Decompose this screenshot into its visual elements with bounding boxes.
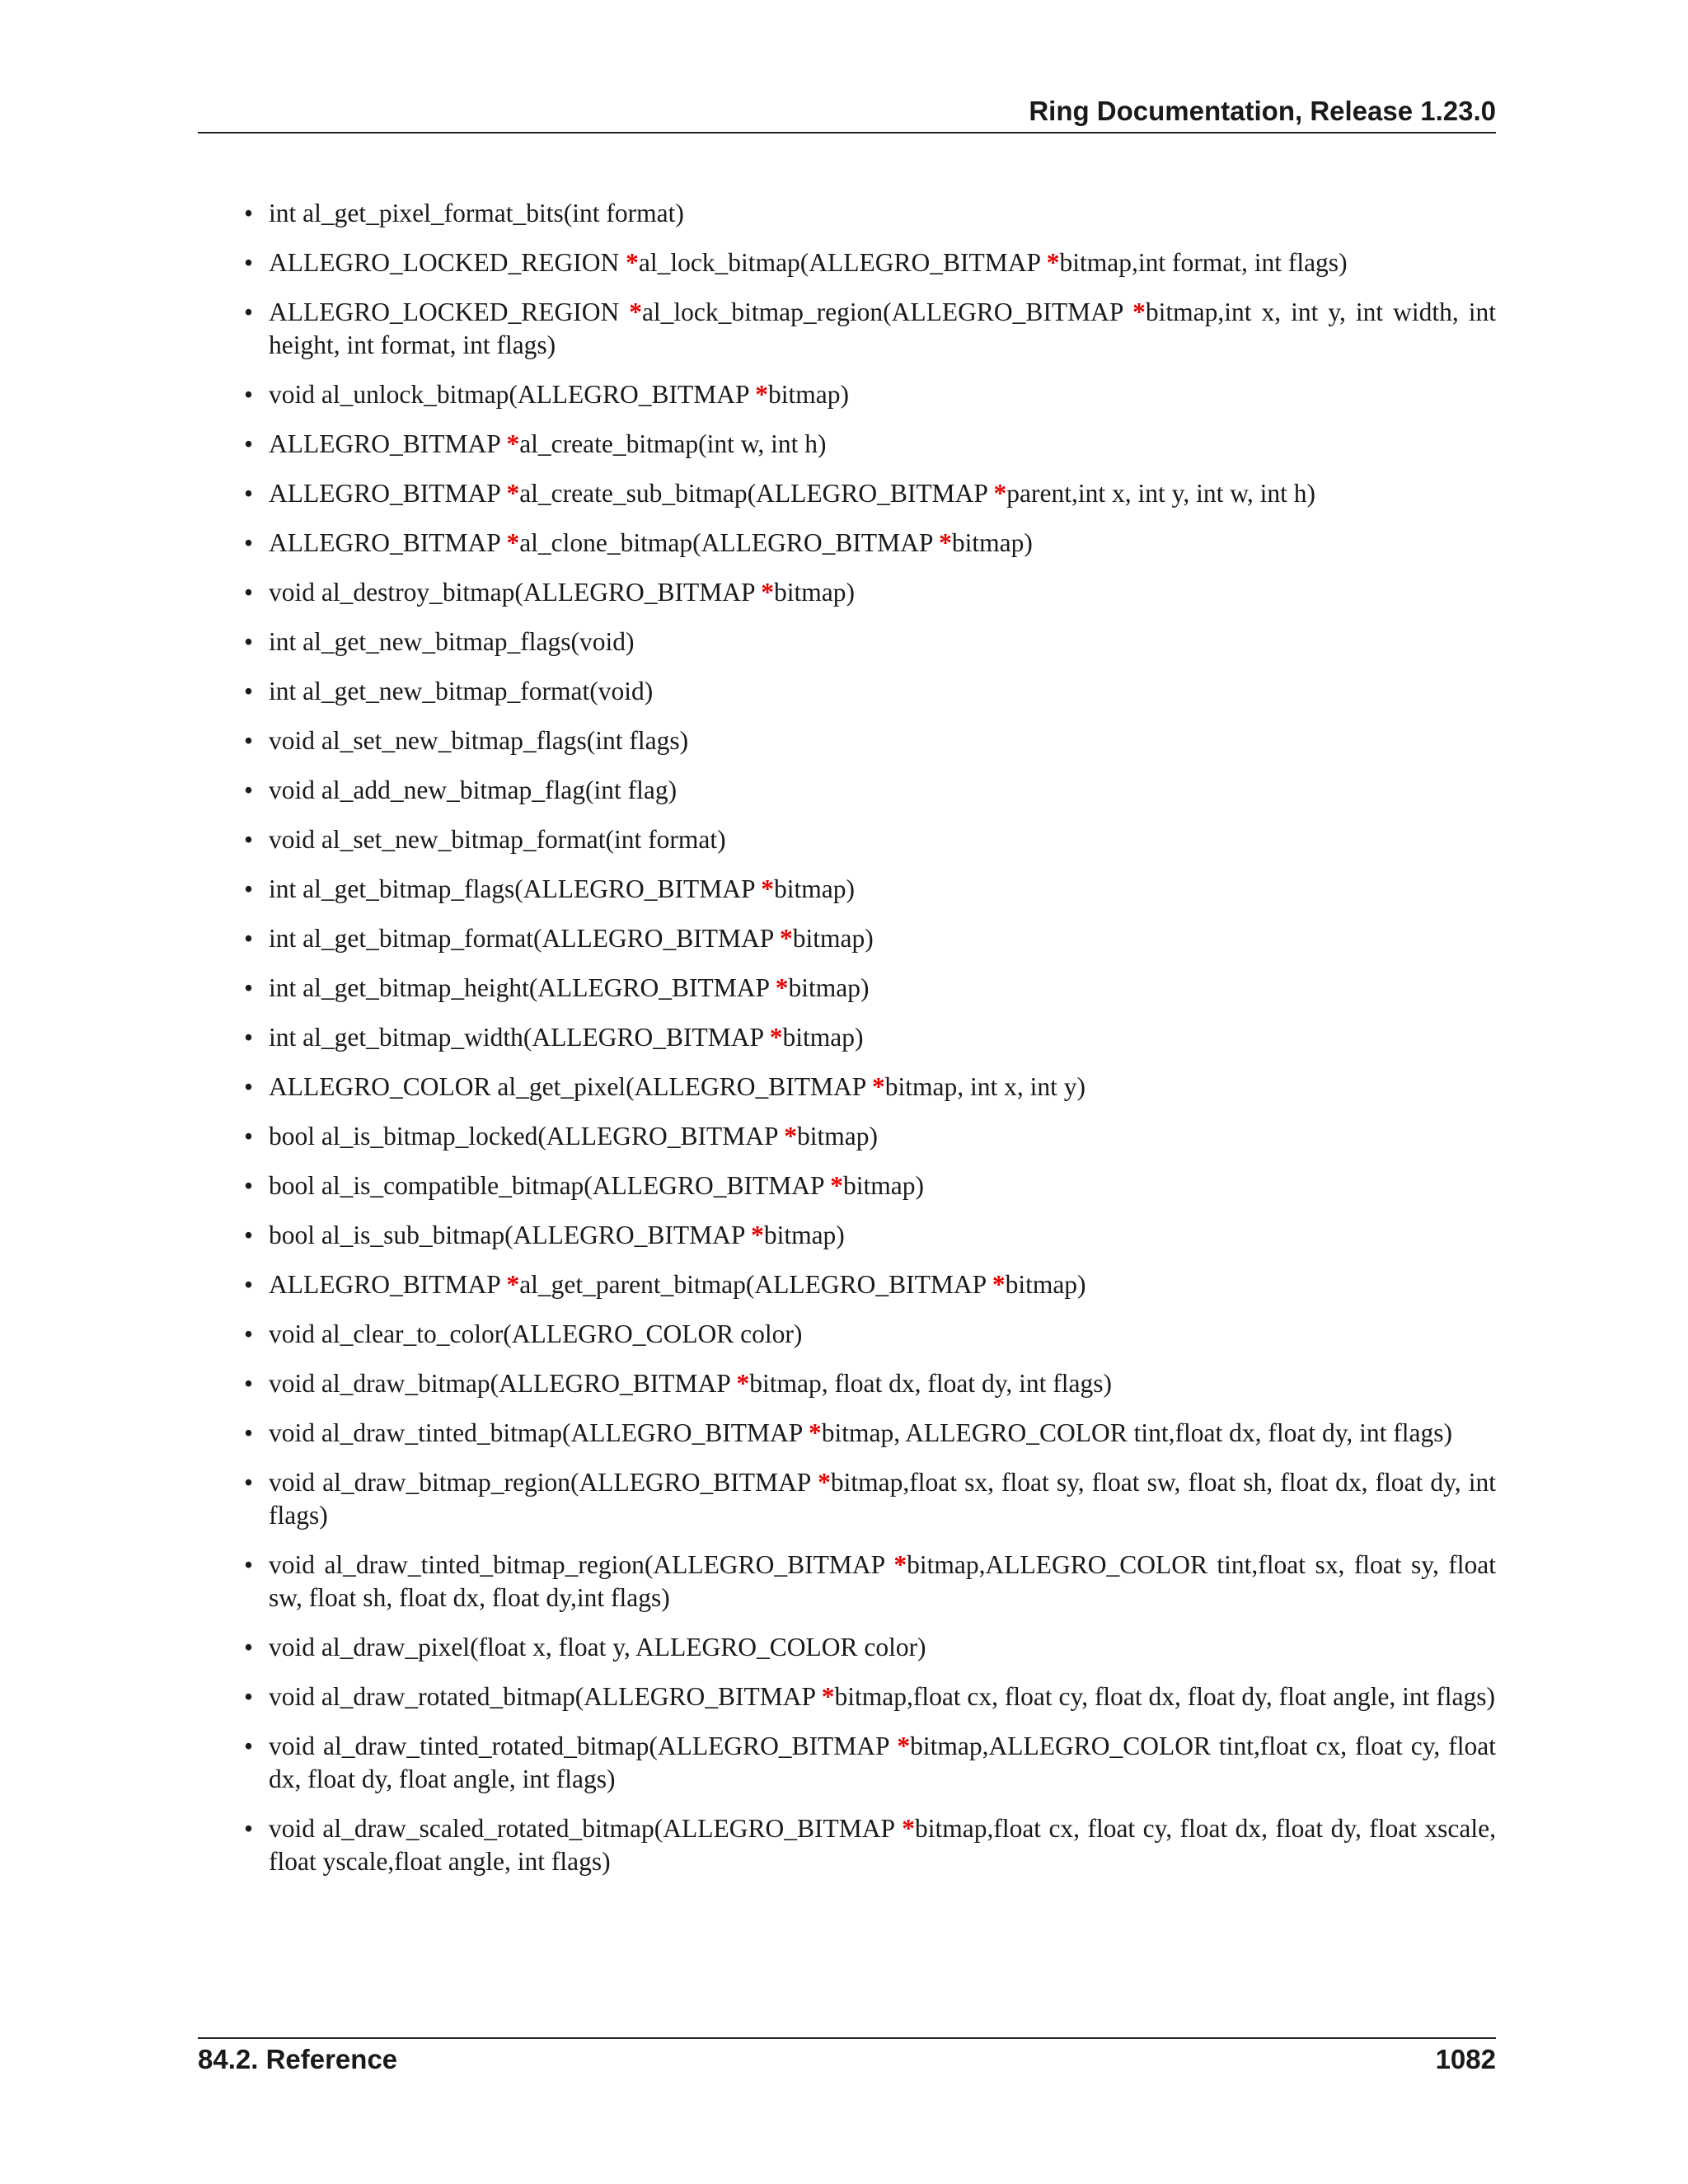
item-text: int al_get_pixel_format_bits(int format) bbox=[269, 199, 684, 227]
pointer-asterisk: * bbox=[629, 298, 642, 326]
list-item bbox=[198, 1812, 1496, 1878]
pointer-asterisk: * bbox=[818, 1468, 831, 1497]
bullet-icon: • bbox=[244, 973, 254, 1002]
item-text: ALLEGRO_BITMAP bbox=[269, 528, 507, 557]
item-text: bitmap) bbox=[788, 973, 870, 1002]
list-item bbox=[198, 823, 1496, 856]
item-text: bitmap) bbox=[1005, 1270, 1086, 1299]
list-item bbox=[198, 873, 1496, 906]
item-text: ALLEGRO_BITMAP bbox=[269, 1270, 507, 1299]
item-text: bitmap) bbox=[763, 1221, 845, 1249]
bullet-icon: • bbox=[244, 380, 254, 409]
list-item bbox=[198, 774, 1496, 807]
list-item bbox=[198, 1730, 1496, 1796]
bullet-icon: • bbox=[244, 1814, 254, 1843]
item-text: bitmap,float cx, float cy, float dx, float dy, float angle, int flags) bbox=[834, 1682, 1496, 1711]
pointer-asterisk: * bbox=[761, 874, 775, 903]
list-item bbox=[198, 675, 1496, 708]
bullet-icon: • bbox=[244, 479, 254, 508]
item-text: bitmap,ALLEGRO_COLOR tint,float cx, float cy, float dx, float dy, float angle, int flags) bbox=[269, 1732, 1496, 1793]
pointer-asterisk: * bbox=[626, 248, 639, 277]
list-item bbox=[198, 428, 1496, 461]
pointer-asterisk: * bbox=[780, 924, 793, 953]
item-text: int al_get_bitmap_format(ALLEGRO_BITMAP bbox=[269, 924, 780, 953]
item-text: bitmap,int x, int y, int width, int height, int format, int flags) bbox=[269, 298, 1496, 359]
item-text: bitmap) bbox=[792, 924, 874, 953]
pointer-asterisk: * bbox=[902, 1814, 915, 1843]
pointer-asterisk: * bbox=[993, 479, 1007, 508]
bullet-icon: • bbox=[244, 1468, 254, 1497]
item-text: void al_draw_tinted_bitmap(ALLEGRO_BITMAP bbox=[269, 1418, 809, 1447]
pointer-asterisk: * bbox=[893, 1550, 907, 1579]
item-text: void al_draw_tinted_bitmap_region(ALLEGRO_BITMAP bbox=[269, 1550, 894, 1579]
pointer-asterisk: * bbox=[872, 1072, 885, 1101]
pointer-asterisk: * bbox=[809, 1418, 822, 1447]
list-item bbox=[198, 1071, 1496, 1104]
pointer-asterisk: * bbox=[506, 528, 520, 557]
item-text: bitmap,float sx, float sy, float sw, float sh, float dx, float dy, int flags) bbox=[269, 1468, 1497, 1530]
item-text: void al_add_new_bitmap_flag(int flag) bbox=[269, 776, 678, 804]
pointer-asterisk: * bbox=[506, 479, 520, 508]
item-text: parent,int x, int y, int w, int h) bbox=[1006, 479, 1316, 508]
pointer-asterisk: * bbox=[751, 1221, 764, 1249]
bullet-icon: • bbox=[244, 1732, 254, 1760]
bullet-icon: • bbox=[244, 776, 254, 804]
item-text: bitmap,float cx, float cy, float dx, float dy, float xscale, float yscale,float angle, int flags) bbox=[269, 1814, 1496, 1876]
bullet-icon: • bbox=[244, 1418, 254, 1447]
list-item bbox=[198, 1631, 1496, 1664]
bullet-icon: • bbox=[244, 1369, 254, 1398]
item-text: int al_get_new_bitmap_flags(void) bbox=[269, 627, 635, 656]
item-text: bitmap) bbox=[782, 1023, 864, 1052]
list-item bbox=[198, 1268, 1496, 1301]
pointer-asterisk: * bbox=[1132, 298, 1146, 326]
item-text: bool al_is_sub_bitmap(ALLEGRO_BITMAP bbox=[269, 1221, 752, 1249]
pointer-asterisk: * bbox=[939, 528, 952, 557]
pointer-asterisk: * bbox=[769, 1023, 783, 1052]
bullet-icon: • bbox=[244, 1633, 254, 1661]
pointer-asterisk: * bbox=[775, 973, 789, 1002]
list-item bbox=[198, 1219, 1496, 1252]
list-item bbox=[198, 1417, 1496, 1450]
pointer-asterisk: * bbox=[897, 1732, 911, 1760]
bullet-icon: • bbox=[244, 825, 254, 854]
item-text: al_create_bitmap(int w, int h) bbox=[519, 429, 827, 458]
bullet-icon: • bbox=[244, 1171, 254, 1200]
item-text: bool al_is_compatible_bitmap(ALLEGRO_BITMAP bbox=[269, 1171, 831, 1200]
bullet-icon: • bbox=[244, 429, 254, 458]
list-item bbox=[198, 1367, 1496, 1400]
item-text: bitmap) bbox=[951, 528, 1033, 557]
list-item bbox=[198, 626, 1496, 658]
bullet-icon: • bbox=[244, 528, 254, 557]
item-text: al_get_parent_bitmap(ALLEGRO_BITMAP bbox=[519, 1270, 992, 1299]
list-item bbox=[198, 1318, 1496, 1351]
item-text: ALLEGRO_BITMAP bbox=[269, 429, 507, 458]
list-item bbox=[198, 197, 1496, 230]
header-title: Ring Documentation, Release 1.23.0 bbox=[1029, 96, 1496, 126]
item-text: void al_draw_bitmap_region(ALLEGRO_BITMAP bbox=[269, 1468, 818, 1497]
item-text: al_lock_bitmap(ALLEGRO_BITMAP bbox=[638, 248, 1047, 277]
list-item bbox=[198, 1120, 1496, 1153]
item-text: bitmap) bbox=[774, 874, 855, 903]
bullet-icon: • bbox=[244, 578, 254, 607]
item-text: void al_clear_to_color(ALLEGRO_COLOR color) bbox=[269, 1319, 803, 1348]
bullet-icon: • bbox=[244, 248, 254, 277]
item-text: int al_get_bitmap_height(ALLEGRO_BITMAP bbox=[269, 973, 776, 1002]
pointer-asterisk: * bbox=[830, 1171, 843, 1200]
item-text: bitmap) bbox=[768, 380, 850, 409]
item-text: void al_draw_bitmap(ALLEGRO_BITMAP bbox=[269, 1369, 737, 1398]
list-item bbox=[198, 1169, 1496, 1202]
list-item bbox=[198, 724, 1496, 757]
pointer-asterisk: * bbox=[506, 1270, 520, 1299]
list-item bbox=[198, 527, 1496, 560]
item-text: bitmap,int format, int flags) bbox=[1059, 248, 1348, 277]
item-text: int al_get_new_bitmap_format(void) bbox=[269, 677, 654, 705]
bullet-icon: • bbox=[244, 924, 254, 953]
item-text: int al_get_bitmap_width(ALLEGRO_BITMAP bbox=[269, 1023, 770, 1052]
item-text: bitmap, float dx, float dy, int flags) bbox=[749, 1369, 1113, 1398]
item-text: bitmap, ALLEGRO_COLOR tint,float dx, float dy, int flags) bbox=[821, 1418, 1452, 1447]
pointer-asterisk: * bbox=[755, 380, 769, 409]
pointer-asterisk: * bbox=[992, 1270, 1006, 1299]
item-text: int al_get_bitmap_flags(ALLEGRO_BITMAP bbox=[269, 874, 762, 903]
list-item bbox=[198, 1021, 1496, 1054]
pointer-asterisk: * bbox=[761, 578, 775, 607]
item-text: al_clone_bitmap(ALLEGRO_BITMAP bbox=[519, 528, 940, 557]
bullet-icon: • bbox=[244, 627, 254, 656]
bullet-icon: • bbox=[244, 874, 254, 903]
list-item bbox=[198, 378, 1496, 411]
bullet-icon: • bbox=[244, 726, 254, 755]
item-text: al_create_sub_bitmap(ALLEGRO_BITMAP bbox=[519, 479, 994, 508]
item-text: void al_draw_rotated_bitmap(ALLEGRO_BITMAP bbox=[269, 1682, 822, 1711]
page-footer bbox=[198, 2037, 1496, 2079]
item-text: void al_destroy_bitmap(ALLEGRO_BITMAP bbox=[269, 578, 762, 607]
pointer-asterisk: * bbox=[736, 1369, 750, 1398]
item-text: void al_draw_scaled_rotated_bitmap(ALLEGRO_BITMAP bbox=[269, 1814, 903, 1843]
bullet-icon: • bbox=[244, 199, 254, 227]
bullet-icon: • bbox=[244, 677, 254, 705]
item-text: bool al_is_bitmap_locked(ALLEGRO_BITMAP bbox=[269, 1122, 785, 1151]
list-item bbox=[198, 296, 1496, 362]
pointer-asterisk: * bbox=[784, 1122, 798, 1151]
item-text: ALLEGRO_BITMAP bbox=[269, 479, 507, 508]
bullet-icon: • bbox=[244, 1122, 254, 1151]
list-item bbox=[198, 246, 1496, 279]
bullet-icon: • bbox=[244, 1270, 254, 1299]
bullet-icon: • bbox=[244, 1072, 254, 1101]
item-text: bitmap) bbox=[774, 578, 856, 607]
list-item bbox=[198, 1549, 1496, 1615]
item-text: bitmap) bbox=[843, 1171, 924, 1200]
footer-section: 84.2. Reference bbox=[198, 2044, 398, 2074]
item-text: ALLEGRO_LOCKED_REGION bbox=[269, 298, 630, 326]
item-text: al_lock_bitmap_region(ALLEGRO_BITMAP bbox=[641, 298, 1133, 326]
list-item bbox=[198, 1466, 1496, 1532]
list-item bbox=[198, 576, 1496, 609]
item-text: bitmap) bbox=[797, 1122, 878, 1151]
item-text: void al_set_new_bitmap_flags(int flags) bbox=[269, 726, 689, 755]
item-text: ALLEGRO_COLOR al_get_pixel(ALLEGRO_BITMAP bbox=[269, 1072, 873, 1101]
list-item bbox=[198, 922, 1496, 955]
list-item bbox=[198, 1680, 1496, 1713]
pointer-asterisk: * bbox=[821, 1682, 835, 1711]
page-header bbox=[198, 92, 1496, 134]
bullet-icon: • bbox=[244, 1221, 254, 1249]
item-text: void al_draw_tinted_rotated_bitmap(ALLEGRO_BITMAP bbox=[269, 1732, 898, 1760]
bullet-icon: • bbox=[244, 1550, 254, 1579]
item-text: ALLEGRO_LOCKED_REGION bbox=[269, 248, 626, 277]
item-text: void al_draw_pixel(float x, float y, ALLEGRO_COLOR color) bbox=[269, 1633, 926, 1661]
item-text: bitmap, int x, int y) bbox=[884, 1072, 1085, 1101]
item-text: bitmap,ALLEGRO_COLOR tint,float sx, float sy, float sw, float sh, float dx, float dy,int flags) bbox=[269, 1550, 1497, 1612]
item-text: void al_unlock_bitmap(ALLEGRO_BITMAP bbox=[269, 380, 756, 409]
bullet-icon: • bbox=[244, 1023, 254, 1052]
footer-page-number: 1082 bbox=[1435, 2044, 1496, 2074]
list-item bbox=[198, 972, 1496, 1005]
list-item bbox=[198, 477, 1496, 510]
bullet-icon: • bbox=[244, 1319, 254, 1348]
pointer-asterisk: * bbox=[1046, 248, 1060, 277]
function-list bbox=[198, 197, 1496, 1895]
bullet-icon: • bbox=[244, 298, 254, 326]
bullet-icon: • bbox=[244, 1682, 254, 1711]
pointer-asterisk: * bbox=[506, 429, 520, 458]
item-text: void al_set_new_bitmap_format(int format) bbox=[269, 825, 726, 854]
